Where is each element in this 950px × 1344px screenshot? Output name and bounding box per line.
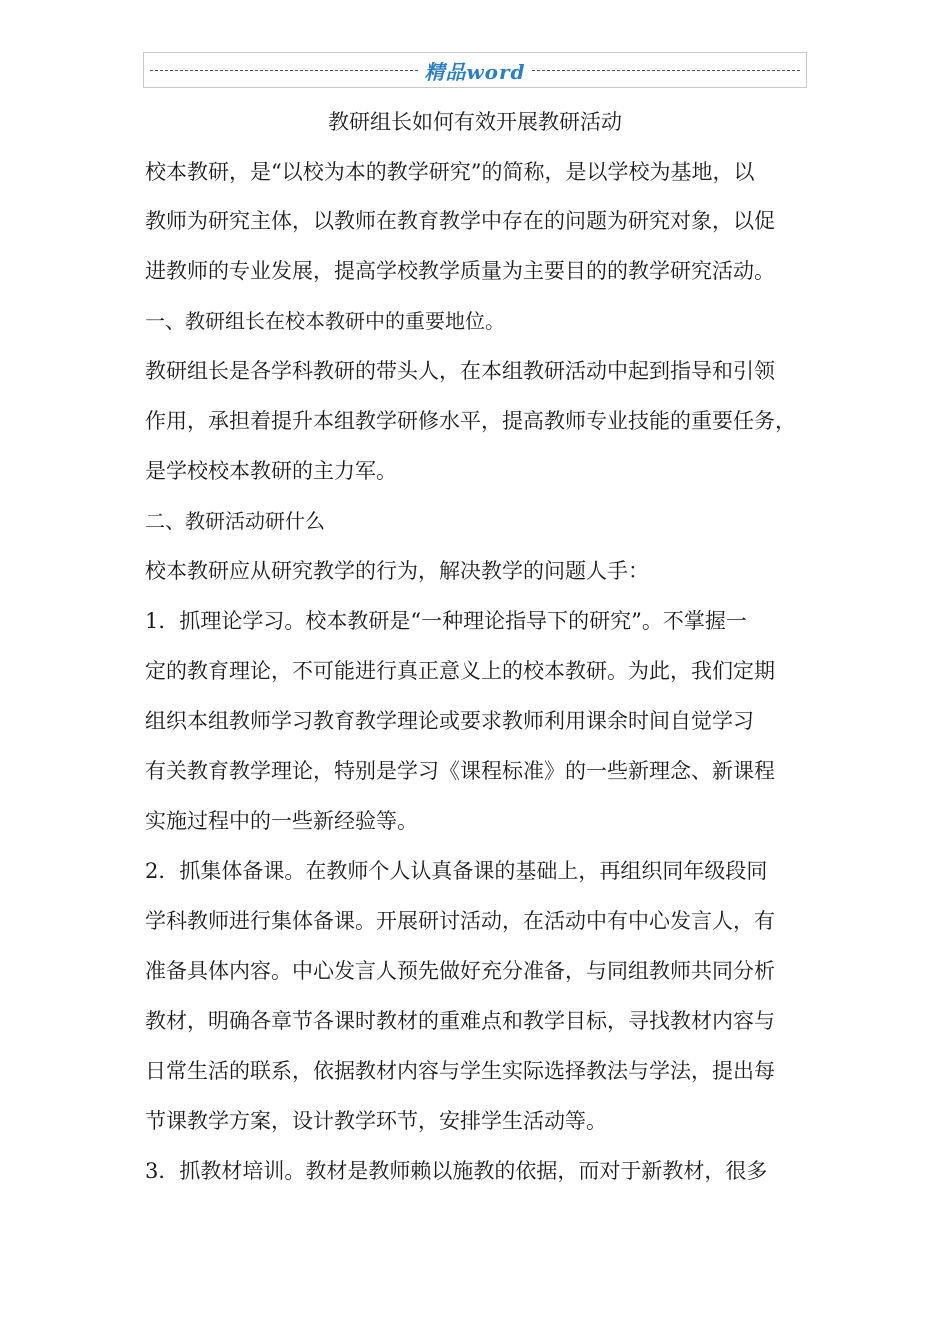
body-text-line: 教材，明确各章节各课时教材的重难点和教学目标，寻找教材内容与 bbox=[145, 1009, 775, 1033]
body-text-line: 教师为研究主体，以教师在教育教学中存在的问题为研究对象，以促 bbox=[145, 209, 775, 233]
body-text-line: 校本教研应从研究教学的行为，解决教学的问题人手： bbox=[145, 559, 649, 583]
body-text-line: 日常生活的联系，依据教材内容与学生实际选择教法与学法，提出每 bbox=[145, 1059, 775, 1083]
body-text-line: 有关教育教学理论，特别是学习《课程标准》的一些新理念、新课程 bbox=[145, 759, 775, 783]
body-text-line: 校本教研，是“以校为本的教学研究”的简称，是以学校为基地，以 bbox=[145, 160, 755, 184]
section-heading: 二、教研活动研什么 bbox=[145, 509, 325, 533]
body-text-line: 定的教育理论，不可能进行真正意义上的校本教研。为此，我们定期 bbox=[145, 659, 775, 683]
body-text-line: 是学校校本教研的主力军。 bbox=[145, 459, 397, 483]
body-text-line: 3．抓教材培训。教材是教师赖以施教的依据，而对于新教材，很多 bbox=[145, 1159, 768, 1183]
page-header bbox=[143, 52, 807, 88]
body-text-line: 作用，承担着提升本组教学研修水平，提高教师专业技能的重要任务， bbox=[145, 409, 796, 433]
body-text-line: 1．抓理论学习。校本教研是“一种理论指导下的研究”。不掌握一 bbox=[145, 609, 747, 633]
body-text-line: 准备具体内容。中心发言人预先做好充分准备，与同组教师共同分析 bbox=[145, 959, 775, 983]
header-dashed-line-right bbox=[532, 70, 800, 71]
body-text-line: 教研组长是各学科教研的带头人，在本组教研活动中起到指导和引领 bbox=[145, 359, 775, 383]
body-text-line: 学科教师进行集体备课。开展研讨活动，在活动中有中心发言人，有 bbox=[145, 909, 775, 933]
body-text-line: 组织本组教师学习教育教学理论或要求教师利用课余时间自觉学习 bbox=[145, 709, 754, 733]
header-logo-text: 精品word bbox=[424, 59, 526, 84]
header-dashed-line-left bbox=[150, 70, 418, 71]
body-text-line: 实施过程中的一些新经验等。 bbox=[145, 809, 418, 833]
body-text-line: 节课教学方案，设计教学环节，安排学生活动等。 bbox=[145, 1109, 607, 1133]
document-title: 教研组长如何有效开展教研活动 bbox=[328, 110, 622, 134]
section-heading: 一、教研组长在校本教研中的重要地位。 bbox=[145, 309, 505, 333]
body-text-line: 2．抓集体备课。在教师个人认真备课的基础上，再组织同年级段同 bbox=[145, 859, 768, 883]
body-text-line: 进教师的专业发展，提高学校教学质量为主要目的的教学研究活动。 bbox=[145, 259, 775, 283]
